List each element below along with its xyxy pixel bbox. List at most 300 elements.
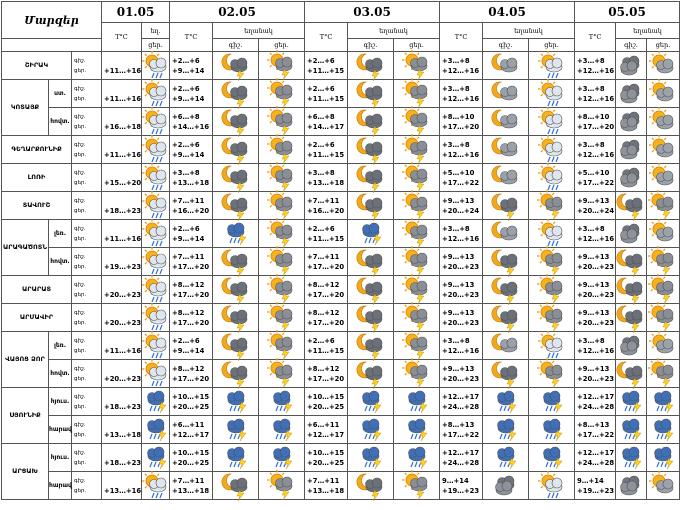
- night-col-header: գիշ.: [616, 39, 647, 52]
- night-temp: +7…+11: [307, 196, 340, 205]
- night-temp: [104, 420, 141, 430]
- night-temp: +9…+13: [577, 280, 610, 289]
- cloud-rain-icon: [357, 388, 385, 415]
- weather-icon-cell: [348, 388, 394, 416]
- moon-storm-icon: [357, 80, 385, 107]
- weather-icon-cell: [142, 136, 170, 164]
- night-temp: +3…+8: [172, 168, 200, 177]
- night-temp: [104, 364, 141, 374]
- day-temp: +9…+14: [172, 234, 205, 243]
- day-temp: +17…+22: [577, 178, 615, 187]
- date-header: 03.05: [305, 2, 440, 23]
- cloud-rain-icon: [222, 416, 250, 443]
- period-labels: [72, 304, 102, 332]
- weather-icon-cell: [213, 248, 259, 276]
- weather-icon-cell: [213, 220, 259, 248]
- temperature-cell: [305, 444, 348, 472]
- weather-icon-cell: [394, 192, 440, 220]
- period-labels: [72, 332, 102, 360]
- sun-storm-icon: [538, 360, 566, 387]
- temperature-cell: [170, 388, 213, 416]
- day-label: ցեր.: [74, 95, 87, 102]
- cloud-icon: [617, 52, 645, 79]
- date-header: 02.05: [170, 2, 305, 23]
- sun-storm-icon: [268, 192, 296, 219]
- weather-icon-cell: [394, 416, 440, 444]
- day-temp: +12…+16: [577, 94, 615, 103]
- weather-icon-cell: [647, 332, 680, 360]
- weather-icon-cell: [616, 276, 647, 304]
- night-temp: +2…+6: [172, 140, 200, 149]
- weather-icon-cell: [259, 136, 305, 164]
- period-labels: [72, 220, 102, 248]
- day-temp: +12…+16: [577, 234, 615, 243]
- temperature-cell: [440, 52, 483, 80]
- moon-storm-icon: [222, 360, 250, 387]
- moon-storm-icon: [357, 192, 385, 219]
- night-temp: +3…+8: [442, 140, 470, 149]
- sun-storm-icon: [403, 136, 431, 163]
- night-temp: +2…+6: [307, 84, 335, 93]
- date-header: 04.05: [440, 2, 575, 23]
- cloud-rain-icon: [649, 388, 677, 415]
- sun-storm-icon: [403, 108, 431, 135]
- temperature-cell: [102, 80, 142, 108]
- day-temp: +11…+15: [307, 234, 345, 243]
- moon-storm-icon: [492, 248, 520, 275]
- day-temp: +20…+25: [307, 402, 345, 411]
- weather-icon-cell: [142, 108, 170, 136]
- weather-icon-cell: [142, 332, 170, 360]
- sun-storm-icon: [403, 276, 431, 303]
- weather-icon-cell: [616, 164, 647, 192]
- period-labels: [72, 472, 102, 500]
- subregion-label: հյուս.: [49, 388, 72, 416]
- moon-storm-icon: [222, 472, 250, 499]
- table-row: [2, 192, 680, 220]
- temperature-cell: [440, 332, 483, 360]
- period-labels: [72, 444, 102, 472]
- region-name: ՎԱՅՈՑ ՁՈՐ: [2, 332, 49, 388]
- weather-icon-cell: [394, 332, 440, 360]
- day-label: ցեր.: [74, 347, 87, 354]
- period-labels: [72, 192, 102, 220]
- night-temp: +2…+6: [307, 140, 335, 149]
- weather-icon-cell: [348, 332, 394, 360]
- day-temp: +13…+18: [307, 486, 345, 495]
- subregion-label: հյուս.: [49, 444, 72, 472]
- cloud-rain-icon: [492, 388, 520, 415]
- cloud-rain-icon: [357, 220, 385, 247]
- day-temp: +17…+20: [307, 374, 345, 383]
- temperature-cell: [305, 416, 348, 444]
- temperature-cell: [170, 304, 213, 332]
- weather-icon-cell: [529, 248, 575, 276]
- day-label: ցեր.: [74, 235, 87, 242]
- sun-storm-icon: [649, 192, 677, 219]
- weather-icon-cell: [348, 472, 394, 500]
- weather-icon-cell: [213, 304, 259, 332]
- weather-icon-cell: [348, 444, 394, 472]
- day-temp: +12…+16: [442, 66, 480, 75]
- sun-storm-icon: [268, 304, 296, 331]
- day-temp: +13…+18: [172, 178, 210, 187]
- cloud-rain-icon: [403, 416, 431, 443]
- night-temp: [104, 476, 141, 486]
- cloud-rain-icon: [403, 388, 431, 415]
- cloud-rain-icon: [268, 416, 296, 443]
- night-temp: +9…+13: [577, 364, 610, 373]
- moon-storm-icon: [357, 360, 385, 387]
- weather-icon-cell: [647, 388, 680, 416]
- night-temp: [104, 168, 141, 178]
- sun-rain-icon: [538, 332, 566, 359]
- region-name: ԱՐԱԳԱԾՈՏՆ: [2, 220, 49, 276]
- moon-cloud-icon: [492, 332, 520, 359]
- weather-icon-cell: [616, 360, 647, 388]
- day-temp: +17…+20: [577, 122, 615, 131]
- sun-rain-icon: [142, 164, 170, 191]
- day-temp: +17…+20: [307, 290, 345, 299]
- night-temp: +9…+13: [442, 196, 475, 205]
- moon-storm-icon: [222, 304, 250, 331]
- temperature-cell: [440, 136, 483, 164]
- night-temp: +8…+12: [172, 280, 205, 289]
- weather-icon-cell: [259, 108, 305, 136]
- moon-storm-icon: [492, 304, 520, 331]
- day-temp: +11…+16: [104, 94, 142, 103]
- moon-storm-icon: [357, 332, 385, 359]
- table-row: [2, 416, 680, 444]
- temperature-cell: [575, 164, 616, 192]
- day-label: ցեր.: [74, 151, 87, 158]
- night-temp: [104, 140, 141, 150]
- day-label: ցեր.: [74, 291, 87, 298]
- day-temp: +20…+23: [577, 290, 615, 299]
- subregion-label: լեռ.: [49, 220, 72, 248]
- temperature-cell: [305, 304, 348, 332]
- period-labels: [72, 388, 102, 416]
- temperature-cell: [440, 416, 483, 444]
- night-temp: +2…+6: [307, 224, 335, 233]
- table-row: [2, 220, 680, 248]
- temp-col-header: T°C: [305, 23, 348, 52]
- day-temp: +20…+23: [104, 318, 142, 327]
- day-col-header: ցեր.: [647, 39, 680, 52]
- night-col-header: գիշ.: [213, 39, 259, 52]
- cloud-icon: [617, 472, 645, 499]
- day-temp: +17…+20: [172, 318, 210, 327]
- weather-icon-cell: [529, 332, 575, 360]
- weather-icon-cell: [394, 52, 440, 80]
- temperature-cell: [170, 52, 213, 80]
- night-label: գիշ.: [74, 365, 86, 372]
- night-temp: +8…+12: [307, 308, 340, 317]
- weather-icon-cell: [529, 80, 575, 108]
- day-temp: +14…+17: [307, 122, 345, 131]
- day-temp: +12…+17: [307, 430, 345, 439]
- night-temp: +2…+6: [172, 56, 200, 65]
- sun-rain-icon: [142, 472, 170, 499]
- cloud-rain-icon: [538, 444, 566, 471]
- day-temp: +20…+24: [577, 206, 615, 215]
- weather-icon-cell: [483, 164, 529, 192]
- sun-storm-icon: [403, 304, 431, 331]
- table-header: [2, 2, 680, 52]
- table-body: [2, 52, 680, 500]
- day-temp: +13…+16: [104, 486, 142, 495]
- night-temp: +3…+8: [577, 224, 605, 233]
- weather-icon-cell: [142, 416, 170, 444]
- sun-rain-icon: [538, 80, 566, 107]
- night-temp: +9…+13: [442, 252, 475, 261]
- night-temp: +10…+15: [172, 392, 210, 401]
- day-temp: +20…+23: [104, 374, 142, 383]
- table-row: [2, 80, 680, 108]
- day-label: ցեր.: [74, 67, 87, 74]
- moon-cloud-icon: [492, 52, 520, 79]
- sun-storm-icon: [268, 332, 296, 359]
- day-temp: +19…+23: [577, 486, 615, 495]
- temperature-cell: [575, 192, 616, 220]
- temperature-cell: [575, 80, 616, 108]
- weather-icon-cell: [142, 52, 170, 80]
- day-temp: +12…+16: [577, 150, 615, 159]
- temperature-cell: [170, 164, 213, 192]
- temperature-cell: [170, 136, 213, 164]
- weather-icon-cell: [259, 360, 305, 388]
- temperature-cell: [170, 192, 213, 220]
- moon-storm-icon: [222, 52, 250, 79]
- temperature-cell: [102, 416, 142, 444]
- temperature-cell: [440, 192, 483, 220]
- temperature-cell: [102, 388, 142, 416]
- weather-col-header: եղ.: [142, 23, 170, 39]
- weather-icon-cell: [647, 304, 680, 332]
- weather-icon-cell: [348, 80, 394, 108]
- weather-icon-cell: [616, 472, 647, 500]
- day-temp: +20…+25: [172, 402, 210, 411]
- weather-icon-cell: [529, 444, 575, 472]
- temperature-cell: [170, 416, 213, 444]
- day-temp: +11…+16: [104, 66, 142, 75]
- sun-rain-icon: [538, 472, 566, 499]
- day-temp: +24…+28: [577, 458, 615, 467]
- night-temp: [104, 224, 141, 234]
- night-temp: +3…+8: [577, 84, 605, 93]
- temperature-cell: [575, 136, 616, 164]
- temperature-cell: [305, 52, 348, 80]
- night-temp: +6…+11: [307, 420, 340, 429]
- day-temp: +20…+23: [442, 374, 480, 383]
- table-row: [2, 388, 680, 416]
- weather-icon-cell: [529, 164, 575, 192]
- cloud-rain-icon: [538, 388, 566, 415]
- weather-icon-cell: [213, 472, 259, 500]
- moon-storm-icon: [617, 192, 645, 219]
- night-temp: +9…+13: [577, 196, 610, 205]
- night-temp: [104, 392, 141, 402]
- night-temp: +3…+8: [442, 84, 470, 93]
- day-temp: +17…+20: [442, 122, 480, 131]
- cloud-rain-icon: [492, 416, 520, 443]
- weather-icon-cell: [348, 360, 394, 388]
- temperature-cell: [102, 444, 142, 472]
- weather-icon-cell: [213, 136, 259, 164]
- region-name: ԱՐՄԱՎԻՐ: [2, 304, 72, 332]
- cloud-rain-icon: [649, 416, 677, 443]
- temperature-cell: [102, 52, 142, 80]
- weather-col-header: եղանակ: [348, 23, 440, 39]
- date-header: 05.05: [575, 2, 680, 23]
- night-label: գիշ.: [74, 421, 86, 428]
- regions-header: Մարզեր: [2, 2, 102, 39]
- day-temp: +15…+20: [104, 178, 142, 187]
- table-row: [2, 164, 680, 192]
- weather-icon-cell: [529, 416, 575, 444]
- moon-storm-icon: [222, 136, 250, 163]
- weather-icon-cell: [348, 416, 394, 444]
- day-temp: +24…+28: [442, 402, 480, 411]
- sun-storm-icon: [403, 248, 431, 275]
- day-temp: +17…+20: [172, 290, 210, 299]
- weather-icon-cell: [213, 164, 259, 192]
- cloud-icon: [492, 472, 520, 499]
- sun-rain-icon: [142, 332, 170, 359]
- sun-cloud-icon: [649, 52, 677, 79]
- cloud-rain-icon: [617, 444, 645, 471]
- moon-storm-icon: [357, 108, 385, 135]
- weather-icon-cell: [647, 192, 680, 220]
- weather-icon-cell: [483, 108, 529, 136]
- night-temp: +8…+10: [577, 112, 610, 121]
- weather-icon-cell: [529, 108, 575, 136]
- cloud-icon: [617, 80, 645, 107]
- table-row: [2, 360, 680, 388]
- weather-icon-cell: [142, 80, 170, 108]
- night-temp: +9…+13: [442, 308, 475, 317]
- sun-cloud-icon: [649, 220, 677, 247]
- subregion-label: ստ.: [49, 80, 72, 108]
- region-name: ՍՅՈՒՆԻՔ: [2, 388, 49, 444]
- cloud-rain-icon: [142, 416, 170, 443]
- weather-icon-cell: [348, 248, 394, 276]
- weather-icon-cell: [483, 248, 529, 276]
- table-row: [2, 444, 680, 472]
- day-temp: +19…+23: [104, 262, 142, 271]
- weather-col-header: եղանակ: [483, 23, 575, 39]
- weather-icon-cell: [647, 444, 680, 472]
- weather-icon-cell: [529, 472, 575, 500]
- night-temp: 9…+14: [577, 476, 604, 485]
- weather-icon-cell: [348, 276, 394, 304]
- night-temp: [104, 84, 141, 94]
- period-labels: [72, 360, 102, 388]
- table-row: [2, 332, 680, 360]
- moon-storm-icon: [222, 80, 250, 107]
- cloud-icon: [617, 108, 645, 135]
- night-temp: +12…+17: [577, 448, 615, 457]
- weather-icon-cell: [529, 52, 575, 80]
- weather-icon-cell: [259, 276, 305, 304]
- day-temp: +11…+16: [104, 150, 142, 159]
- weather-icon-cell: [483, 80, 529, 108]
- table-row: [2, 52, 680, 80]
- temperature-cell: [305, 136, 348, 164]
- temperature-cell: [102, 108, 142, 136]
- day-temp: +20…+24: [442, 206, 480, 215]
- temperature-cell: [575, 248, 616, 276]
- sun-storm-icon: [268, 136, 296, 163]
- weather-icon-cell: [394, 164, 440, 192]
- forecast-table: [1, 1, 680, 500]
- night-temp: +2…+6: [172, 84, 200, 93]
- night-temp: +9…+13: [442, 364, 475, 373]
- weather-icon-cell: [394, 444, 440, 472]
- night-temp: +3…+8: [577, 56, 605, 65]
- weather-icon-cell: [647, 108, 680, 136]
- weather-icon-cell: [394, 388, 440, 416]
- temperature-cell: [575, 276, 616, 304]
- temperature-cell: [102, 276, 142, 304]
- weather-icon-cell: [213, 52, 259, 80]
- day-temp: +20…+23: [577, 318, 615, 327]
- moon-storm-icon: [357, 276, 385, 303]
- weather-icon-cell: [142, 388, 170, 416]
- period-labels: [72, 136, 102, 164]
- weather-icon-cell: [616, 220, 647, 248]
- temperature-cell: [575, 388, 616, 416]
- day-temp: +20…+25: [307, 458, 345, 467]
- night-temp: [104, 112, 141, 122]
- cloud-rain-icon: [538, 416, 566, 443]
- day-temp: +19…+23: [442, 486, 480, 495]
- weather-icon-cell: [394, 248, 440, 276]
- night-temp: +10…+15: [172, 448, 210, 457]
- temperature-cell: [305, 192, 348, 220]
- sun-storm-icon: [538, 276, 566, 303]
- moon-storm-icon: [222, 332, 250, 359]
- temperature-cell: [440, 388, 483, 416]
- sun-storm-icon: [538, 248, 566, 275]
- sun-storm-icon: [268, 52, 296, 79]
- moon-storm-icon: [357, 472, 385, 499]
- period-labels: [72, 164, 102, 192]
- temperature-cell: [102, 360, 142, 388]
- cloud-rain-icon: [357, 444, 385, 471]
- night-temp: +2…+6: [307, 336, 335, 345]
- sun-storm-icon: [268, 80, 296, 107]
- night-temp: +2…+6: [172, 224, 200, 233]
- night-label: գիշ.: [74, 253, 86, 260]
- temperature-cell: [170, 248, 213, 276]
- weather-icon-cell: [529, 192, 575, 220]
- weather-icon-cell: [647, 220, 680, 248]
- cloud-icon: [617, 164, 645, 191]
- temperature-cell: [102, 248, 142, 276]
- night-temp: +8…+12: [172, 308, 205, 317]
- cloud-rain-icon: [357, 416, 385, 443]
- temperature-cell: [575, 444, 616, 472]
- weather-icon-cell: [142, 360, 170, 388]
- sun-cloud-icon: [649, 136, 677, 163]
- night-temp: 9…+14: [442, 476, 469, 485]
- weather-icon-cell: [647, 276, 680, 304]
- weather-icon-cell: [142, 164, 170, 192]
- night-temp: +3…+8: [577, 140, 605, 149]
- day-temp: +12…+16: [577, 66, 615, 75]
- moon-storm-icon: [617, 360, 645, 387]
